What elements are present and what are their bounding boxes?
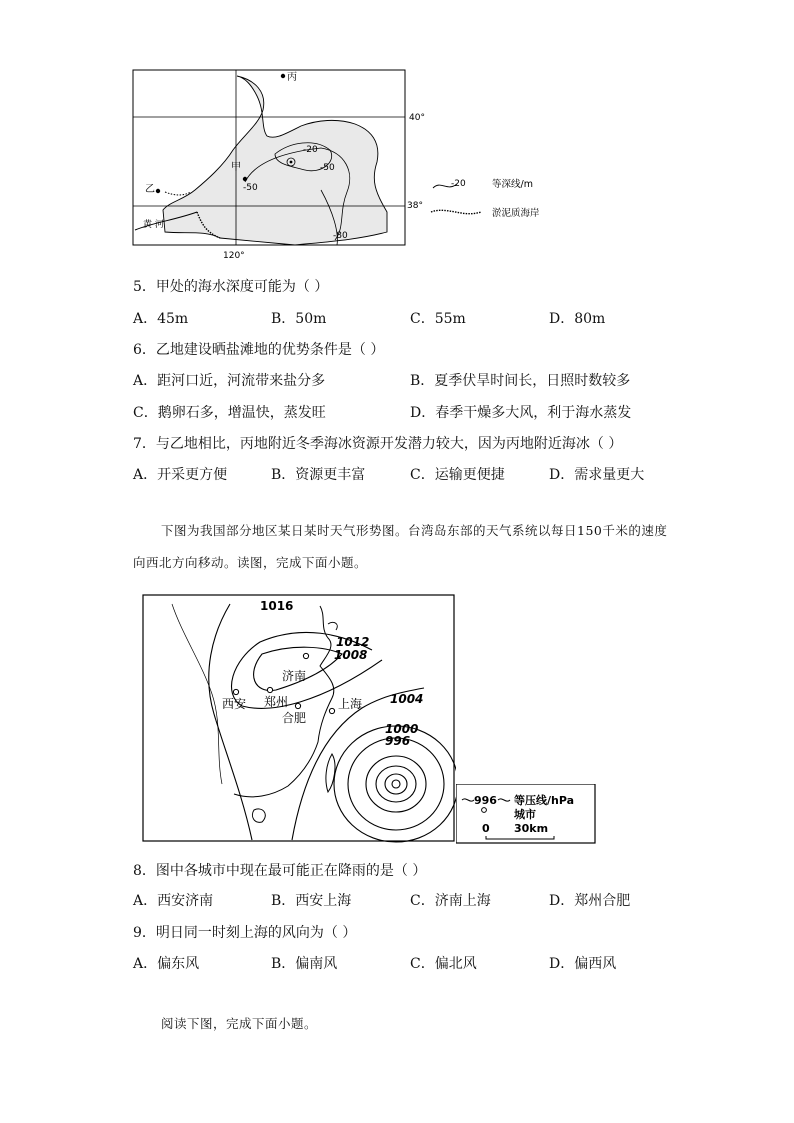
label-river: 黄 河: [143, 220, 164, 230]
legend-contour-text: 等深线/m: [492, 179, 533, 190]
q8-stem: 8．图中各城市中现在最可能正在降雨的是（ ）: [133, 863, 427, 879]
isobar-1016-label: 1016: [260, 599, 294, 613]
legend-isobar-text: 等压线/hPa: [514, 794, 575, 807]
intro-paragraph-weather: 下图为我国部分地区某日某时天气形势图。台湾岛东部的天气系统以每日150千米的速度向西北方向移动。读图，完成下面小题。: [133, 523, 668, 570]
lat-40-label: 40°: [409, 113, 425, 123]
depth-50-label: -50: [243, 183, 258, 193]
isobar-1000-label: 1000: [385, 722, 419, 736]
q8-option-b[interactable]: B．西安上海: [271, 893, 352, 909]
lat-38-label: 38°: [407, 201, 423, 211]
q9-option-d[interactable]: D．偏西风: [549, 956, 617, 972]
q6-option-b[interactable]: B．夏季伏旱时间长，日照时数较多: [410, 373, 631, 389]
legend-coast-text: 淤泥质海岸: [492, 208, 540, 219]
q8-option-c[interactable]: C．济南上海: [410, 893, 491, 909]
q5-option-c[interactable]: C．55m: [410, 311, 466, 327]
q7-option-a[interactable]: A．开采更方便: [133, 467, 228, 483]
city-jinan-label: 济南: [282, 669, 307, 683]
weather-map-legend: [456, 784, 596, 844]
isobar-1012-label: 1012: [336, 635, 370, 649]
q8-option-a[interactable]: A．西安济南: [133, 893, 214, 909]
city-shanghai-marker: [329, 708, 334, 713]
q7-stem: 7．与乙地相比，丙地附近冬季海冰资源开发潜力较大，因为丙地附近海冰（ ）: [133, 436, 623, 452]
q9-option-c[interactable]: C．偏北风: [410, 956, 477, 972]
point-bing: [281, 74, 285, 78]
legend-contour-sample: -20: [451, 179, 466, 189]
city-xian-label: 西安: [222, 697, 247, 711]
isobar-1004-label: 1004: [390, 692, 424, 706]
legend-city-text: 城市: [514, 808, 536, 821]
q5-option-d[interactable]: D．80m: [549, 311, 606, 327]
q8-option-d[interactable]: D．郑州合肥: [549, 893, 631, 909]
legend-isobar-sample: 996: [474, 794, 497, 807]
city-zhengzhou-marker: [267, 687, 272, 692]
label-bing: 丙: [287, 72, 297, 83]
q9-stem: 9．明日同一时刻上海的风向为（ ）: [133, 925, 357, 941]
lon-120-label: 120°: [223, 251, 245, 261]
legend-scale-distance: 30km: [514, 822, 549, 835]
depth-50-label: -50: [320, 163, 335, 173]
depth-80-label: -80: [333, 231, 348, 241]
isobar-996-label: 996: [385, 734, 411, 748]
city-xian-marker: [233, 689, 238, 694]
depth-20-label: -20: [303, 145, 318, 155]
label-jia: 甲: [231, 162, 241, 173]
label-yi: 乙: [145, 184, 155, 195]
bohai-depth-map: [125, 62, 595, 267]
q5-option-b[interactable]: B．50m: [271, 311, 327, 327]
q6-stem: 6．乙地建设晒盐滩地的优势条件是（ ）: [133, 342, 385, 358]
q5-stem: 5．甲处的海水深度可能为（ ）: [133, 279, 329, 295]
intro-paragraph-next: 阅读下图，完成下面小题。: [161, 1016, 318, 1031]
point-yi: [156, 189, 160, 193]
q7-option-c[interactable]: C．运输更便捷: [410, 467, 505, 483]
q9-option-a[interactable]: A．偏东风: [133, 956, 200, 972]
city-hefei-marker: [295, 703, 300, 708]
q9-option-b[interactable]: B．偏南风: [271, 956, 338, 972]
city-hefei-label: 合肥: [282, 711, 307, 725]
q7-option-b[interactable]: B．资源更丰富: [271, 467, 366, 483]
q6-option-d[interactable]: D．春季干燥多大风，利于海水蒸发: [410, 405, 632, 421]
legend-scale-zero: 0: [482, 822, 490, 835]
legend-city-marker: [482, 808, 487, 813]
weather-situation-map: [142, 594, 456, 844]
q5-option-a[interactable]: A．45m: [133, 311, 189, 327]
isobar-1008-label: 1008: [334, 648, 368, 662]
point-jia: [243, 177, 247, 181]
city-shanghai-label: 上海: [338, 697, 363, 711]
city-jinan-marker: [303, 653, 308, 658]
q7-option-d[interactable]: D．需求量更大: [549, 467, 645, 483]
q6-option-a[interactable]: A．距河口近，河流带来盐分多: [133, 373, 326, 389]
city-zhengzhou-label: 郑州: [264, 695, 289, 709]
q6-option-c[interactable]: C．鹅卵石多，增温快，蒸发旺: [133, 405, 326, 421]
legend-coast-icon: [431, 210, 481, 213]
